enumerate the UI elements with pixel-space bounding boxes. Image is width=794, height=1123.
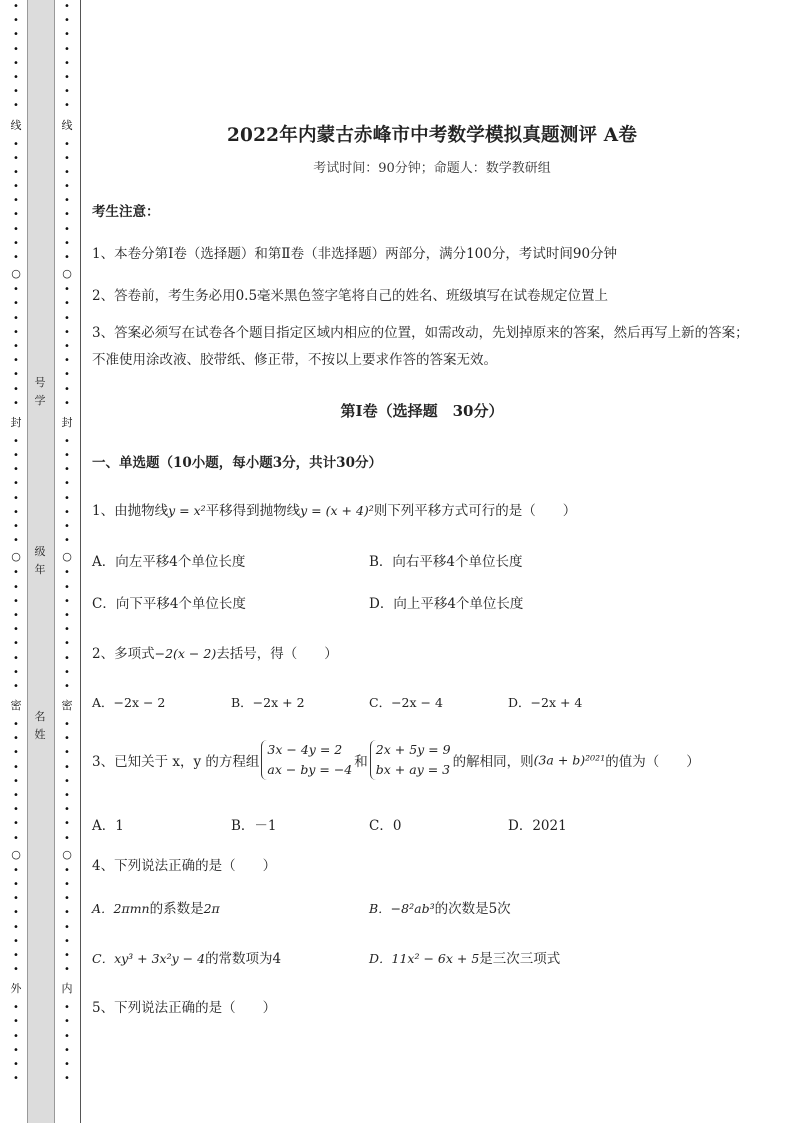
seal-dot: • (13, 166, 19, 178)
q3-stem: 3、已知关于 x，y 的方程组 (92, 754, 260, 770)
part-title: 一、单选题（10小题，每小题3分，共计30分） (92, 455, 382, 471)
q3-stem: 的解相同，则 (452, 754, 534, 770)
seal-dot: • (64, 535, 70, 547)
seal-dot: • (13, 152, 19, 164)
seal-dot: • (64, 733, 70, 745)
seal-dot: • (64, 57, 70, 69)
seal-dot: • (64, 15, 70, 27)
seal-dot: • (64, 506, 70, 518)
inner-mark: 密 (61, 699, 73, 713)
seal-dot: • (13, 71, 19, 83)
equation: bx + ay = 3 (375, 762, 451, 777)
seal-dot: • (64, 284, 70, 296)
q1-math-1: y = x² (168, 503, 206, 518)
outer-mark: 密 (10, 699, 22, 713)
seal-dot: • (13, 761, 19, 773)
q4-option-a[interactable] (92, 897, 220, 917)
q1-option-d[interactable]: D．向上平移4个单位长度 (369, 596, 524, 612)
seal-dot: • (64, 450, 70, 462)
seal-dot: • (64, 595, 70, 607)
seal-dot: • (13, 397, 19, 409)
q4-c-text: 的常数项为4 (205, 951, 282, 967)
label-nianji (27, 543, 53, 579)
inner-mark: ○ (62, 550, 72, 564)
seal-dot: • (64, 166, 70, 178)
seal-dot: • (13, 478, 19, 490)
seal-dot: • (13, 804, 19, 816)
q3-option-a[interactable]: A．1 (92, 818, 124, 834)
q4-a-text: 的系数是 (149, 901, 204, 917)
q1-stem: 1、由抛物线 (92, 503, 169, 519)
seal-dot: • (13, 326, 19, 338)
seal-dot: • (13, 949, 19, 961)
seal-dot: • (13, 790, 19, 801)
seal-dot: • (13, 383, 19, 395)
seal-dot: • (64, 652, 70, 664)
seal-dot: • (64, 138, 70, 150)
q2-option-c[interactable]: C．−2x − 4 (369, 695, 443, 710)
label-xingming (27, 708, 53, 744)
seal-dot: • (64, 326, 70, 338)
seal-dot: • (64, 1016, 70, 1028)
q3-system-1 (261, 740, 352, 780)
seal-dot: • (13, 864, 19, 876)
seal-dot: • (13, 747, 19, 759)
label-char: 姓 (34, 728, 46, 741)
q4-d-math: D．11x² − 6x + 5 (369, 951, 480, 966)
inner-mark: ○ (62, 267, 72, 281)
q4-c-math: C．xy³ + 3x²y − 4 (92, 951, 206, 966)
seal-dot: • (13, 138, 19, 150)
seal-dot: • (13, 567, 19, 579)
seal-dot: • (64, 492, 70, 504)
seal-dot: • (64, 1002, 70, 1014)
seal-dot: • (13, 733, 19, 745)
q3-option-d[interactable]: D．2021 (508, 818, 567, 834)
seal-dot: • (13, 666, 19, 678)
q2-option-d[interactable]: D．−2x + 4 (508, 695, 583, 710)
seal-dot: • (13, 312, 19, 324)
seal-dot: • (13, 464, 19, 476)
label-char: 号 (34, 376, 46, 389)
seal-dot: • (13, 581, 19, 593)
seal-dot: • (13, 921, 19, 933)
seal-dot: • (64, 152, 70, 164)
seal-dot: • (13, 340, 19, 352)
seal-dot: • (64, 435, 70, 447)
equation: ax − by = −4 (267, 762, 353, 777)
seal-dot: • (13, 284, 19, 296)
binding-rule (80, 0, 81, 1123)
seal-dot: • (64, 397, 70, 409)
notice-heading: 考生注意： (92, 204, 160, 220)
seal-dot: • (64, 804, 70, 816)
q4-b-math: B．−8²ab³ (369, 901, 435, 916)
seal-dot: • (64, 1, 70, 12)
seal-dot: • (13, 832, 19, 844)
seal-dot: • (64, 832, 70, 844)
label-char: 级 (34, 545, 46, 558)
seal-dot: • (64, 907, 70, 919)
seal-dot: • (64, 1059, 70, 1070)
seal-dot: • (64, 775, 70, 787)
seal-dot: • (64, 680, 70, 692)
notice-item-1: 1、本卷分第I卷（选择题）和第Ⅱ卷（非选择题）两部分，满分100分，考试时间90分钟 (92, 246, 618, 262)
seal-dot: • (64, 964, 70, 976)
question-1 (92, 499, 576, 519)
seal-dot: • (64, 719, 70, 731)
seal-dot: • (13, 1030, 19, 1042)
seal-dot: • (13, 1044, 19, 1056)
seal-dot: • (13, 719, 19, 731)
seal-dot: • (13, 818, 19, 830)
inner-mark: 内 (61, 982, 73, 996)
label-xuehao (27, 374, 53, 410)
seal-dot: • (64, 790, 70, 801)
seal-dot: • (64, 86, 70, 98)
outer-mark: ○ (11, 847, 21, 861)
label-char: 年 (34, 563, 46, 576)
q2-stem: 2、多项式 (92, 646, 155, 662)
seal-dot: • (64, 340, 70, 352)
outer-mark: ○ (11, 550, 21, 564)
seal-dot: • (64, 864, 70, 876)
seal-dot: • (64, 935, 70, 947)
seal-dot: • (13, 638, 19, 650)
seal-dot: • (64, 581, 70, 593)
inner-mark: 线 (61, 118, 73, 132)
seal-dot: • (64, 567, 70, 579)
q2-math: −2(x − 2) (154, 646, 217, 661)
seal-dot: • (64, 100, 70, 112)
inner-mark: 封 (61, 415, 73, 429)
q1-stem: 则下列平移方式可行的是（ ） (373, 503, 577, 519)
q3-system-2 (370, 740, 451, 780)
seal-dot: • (64, 355, 70, 367)
seal-dot: • (13, 195, 19, 207)
seal-dot: • (64, 1044, 70, 1056)
seal-dot: • (64, 43, 70, 55)
q4-d-text: 是三次三项式 (479, 951, 561, 967)
seal-dot: • (64, 71, 70, 83)
seal-dot: • (13, 609, 19, 621)
q1-option-b[interactable]: B．向右平移4个单位长度 (369, 554, 523, 570)
seal-dot: • (64, 478, 70, 490)
notice-item-2: 2、答卷前，考生务必用0.5毫米黑色签字笔将自己的姓名、班级填写在试卷规定位置上 (92, 288, 609, 304)
question-5: 5、下列说法正确的是（ ） (92, 1000, 277, 1016)
seal-dot: • (13, 652, 19, 664)
page-title: 2022年内蒙古赤峰市中考数学模拟真题测评 A卷 (226, 125, 638, 146)
q2-stem: 去括号，得（ ） (216, 646, 338, 662)
seal-dot: • (13, 181, 19, 193)
q4-option-c[interactable] (92, 947, 281, 967)
seal-dot: • (13, 298, 19, 310)
seal-dot: • (13, 680, 19, 692)
q4-option-d[interactable] (369, 947, 560, 967)
seal-dot: • (64, 464, 70, 476)
seal-dot: • (13, 1016, 19, 1028)
seal-dot: • (64, 223, 70, 235)
outer-mark: 外 (10, 982, 22, 996)
seal-dot: • (64, 195, 70, 207)
q1-option-a[interactable]: A．向左平移4个单位长度 (92, 554, 246, 570)
seal-dot: • (64, 666, 70, 678)
outer-mark: 封 (10, 415, 22, 429)
seal-dot: • (13, 964, 19, 976)
q4-b-text: 的次数是5次 (434, 901, 511, 917)
seal-dot: • (13, 1002, 19, 1014)
seal-dot: • (13, 223, 19, 235)
seal-dot: • (13, 878, 19, 890)
label-char: 学 (34, 394, 46, 407)
seal-dot: • (64, 29, 70, 41)
seal-dot: • (64, 949, 70, 961)
seal-dot: • (13, 435, 19, 447)
q4-option-b[interactable] (369, 897, 511, 917)
seal-dot: • (64, 1030, 70, 1042)
q3-stem: 的值为（ ） (605, 754, 700, 770)
seal-dot: • (64, 181, 70, 193)
seal-dot: • (64, 369, 70, 381)
seal-dot: • (13, 775, 19, 787)
section-title: 第I卷（选择题 30分） (340, 402, 504, 420)
seal-dot: • (64, 252, 70, 263)
seal-dot: • (13, 57, 19, 69)
seal-dot: • (13, 15, 19, 27)
equation: 2x + 5y = 9 (375, 742, 451, 757)
seal-dot: • (13, 369, 19, 381)
seal-dot: • (13, 450, 19, 462)
seal-dot: • (64, 521, 70, 532)
seal-dot: • (13, 1059, 19, 1070)
seal-dot: • (64, 209, 70, 221)
seal-dot: • (13, 521, 19, 532)
seal-dot: • (13, 29, 19, 41)
seal-dot: • (13, 209, 19, 221)
seal-dot: • (64, 1073, 70, 1085)
seal-dot: • (13, 100, 19, 112)
seal-dot: • (13, 1073, 19, 1085)
seal-dot: • (64, 383, 70, 395)
q3-stem: 和 (354, 754, 368, 770)
notice-item-3: 3、答案必须写在试卷各个题目指定区域内相应的位置，如需改动，先划掉原来的答案，然后再写上新的答案；不准使用涂改液、胶带纸、修正带，不按以上要求作答的答案无效。 (92, 325, 749, 368)
seal-dot: • (64, 818, 70, 830)
seal-dot: • (13, 1, 19, 12)
q3-math: (3a + b)²⁰²¹ (533, 752, 606, 768)
q4-a-math: A．2πmn (92, 901, 150, 916)
seal-dot: • (13, 355, 19, 367)
seal-dot: • (13, 237, 19, 249)
seal-dot: • (13, 935, 19, 947)
seal-dot: • (64, 893, 70, 905)
seal-dot: • (13, 252, 19, 263)
seal-dot: • (64, 747, 70, 759)
seal-dot: • (64, 638, 70, 650)
seal-dot: • (64, 878, 70, 890)
seal-dot: • (64, 624, 70, 636)
q1-math-2: y = (x + 4)² (300, 503, 374, 518)
seal-dot: • (13, 893, 19, 905)
q2-option-b[interactable]: B．−2x + 2 (231, 695, 305, 710)
seal-dot: • (64, 298, 70, 310)
question-3 (92, 740, 700, 780)
outer-seal-column (9, 0, 23, 1123)
seal-dot: • (13, 492, 19, 504)
seal-dot: • (13, 595, 19, 607)
seal-dot: • (13, 86, 19, 98)
seal-dot: • (13, 624, 19, 636)
seal-dot: • (13, 43, 19, 55)
q3-option-b[interactable]: B．－1 (231, 818, 277, 834)
question-4: 4、下列说法正确的是（ ） (92, 858, 277, 874)
seal-dot: • (13, 506, 19, 518)
seal-dot: • (64, 609, 70, 621)
seal-dot: • (64, 237, 70, 249)
outer-mark: 线 (10, 118, 22, 132)
question-2 (92, 642, 338, 662)
exam-subtitle: 考试时间：90分钟；命题人：数学教研组 (313, 161, 551, 176)
q1-stem: 平移得到抛物线 (205, 503, 301, 519)
seal-dot: • (13, 907, 19, 919)
q4-a-math: 2π (203, 901, 220, 916)
q3-option-c[interactable]: C．0 (369, 818, 402, 834)
outer-mark: ○ (11, 267, 21, 281)
equation: 3x − 4y = 2 (267, 742, 343, 757)
q1-option-c[interactable]: C．向下平移4个单位长度 (92, 596, 246, 612)
seal-dot: • (64, 312, 70, 324)
seal-dot: • (13, 535, 19, 547)
seal-dot: • (64, 921, 70, 933)
q2-option-a[interactable]: A．−2x − 2 (92, 695, 166, 710)
inner-seal-column (60, 0, 74, 1123)
label-char: 名 (34, 710, 46, 723)
inner-mark: ○ (62, 847, 72, 861)
seal-dot: • (64, 761, 70, 773)
